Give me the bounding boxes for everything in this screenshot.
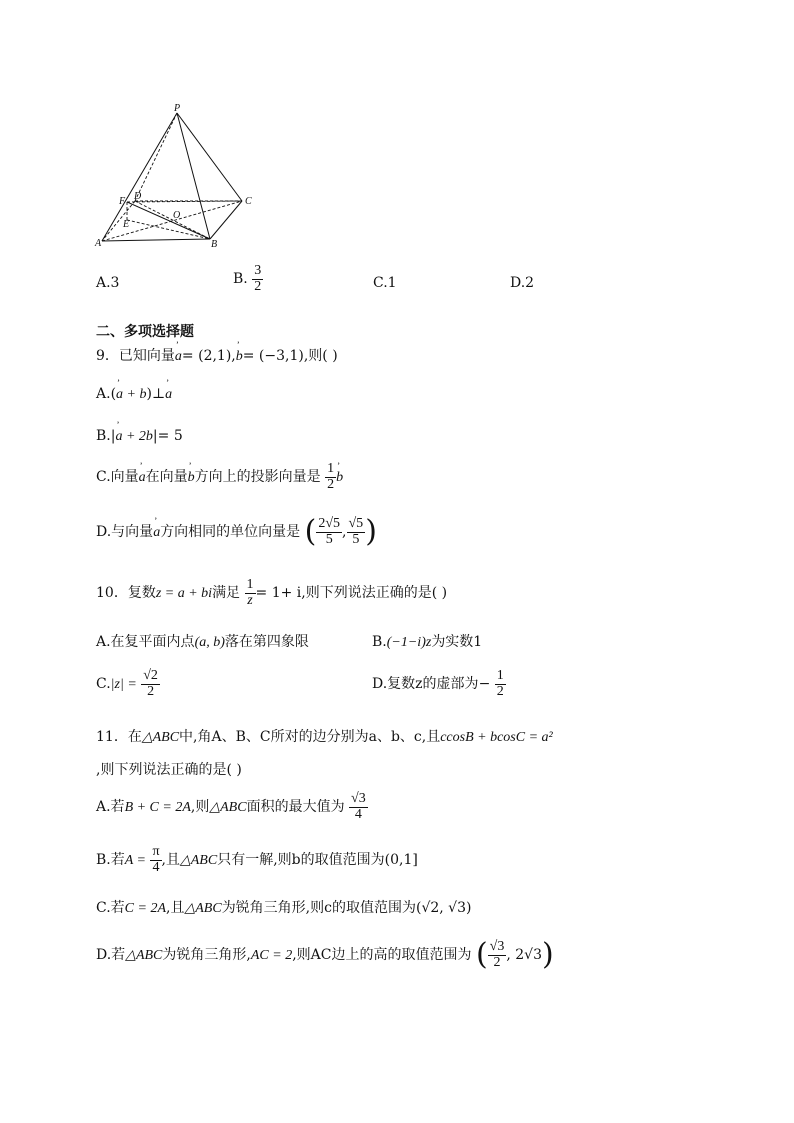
q8-option-b[interactable]: B. $\frac{3}{2}$ (233, 263, 262, 294)
fraction: $\frac{√5}{5}$ (348, 516, 364, 547)
q8-option-a[interactable]: A.3 (96, 275, 120, 291)
q11-option-b[interactable]: B.若A = $\frac{\pi}{4}$ ,且△ABC只有一解,则b的取值范围为(0,1] (96, 844, 418, 875)
q11-stem-line2: ,则下列说法正确的是( ) (96, 762, 242, 778)
q8-option-d[interactable]: D.2 (510, 275, 535, 291)
label-F: F (119, 196, 126, 207)
label-O: O (173, 210, 181, 221)
pyramid-figure (90, 100, 270, 250)
q9-option-b[interactable]: B.|’ a + 2b|= 5 (96, 428, 183, 445)
q10-option-d[interactable]: D.复数z的虚部为− $\frac{1}{2}$ (372, 668, 504, 699)
fraction: $\frac{\pi}{4}$ (152, 844, 160, 875)
q10-option-a[interactable]: A.在复平面内点(a, b)落在第四象限 (96, 634, 309, 650)
label-C: C (245, 196, 252, 207)
fraction: $\frac{1}{2}$ (496, 668, 504, 699)
label-A: A (95, 238, 102, 249)
q11-option-a[interactable]: A.若B + C = 2A,则△ABC面积的最大值为 $\frac{√3}{4}$ (96, 791, 366, 822)
q10-option-b[interactable]: B.(−1−i)z为实数1 (372, 634, 483, 650)
label-B: B (211, 239, 218, 250)
q9-option-c[interactable]: C.向量’ a在向量’ b方向上的投影向量是 $\frac{1}{2}$ ’ b (96, 462, 343, 492)
q11-stem: 11．在△ABC中,角A、B、C所对的边分别为a、b、c,且ccosB + bcosC = a² (96, 729, 553, 745)
q9-option-a[interactable]: A.(’ a + b)⊥’ a (96, 386, 172, 403)
fraction: $\frac{1}{z}$ (246, 577, 254, 608)
label-E: E (123, 219, 130, 230)
q9-stem: 9．已知向量’ a= (2,1),’ b= (−3,1),则( ) (96, 345, 338, 365)
fraction: $\frac{√3}{4}$ (351, 791, 366, 822)
fraction: $\frac{√2}{2}$ (143, 668, 158, 699)
section-title: 二、多项选择题 (96, 324, 194, 340)
label-P: P (174, 103, 181, 114)
q8-option-c[interactable]: C.1 (373, 275, 397, 291)
q9-option-d[interactable]: D.与向量’ a方向相同的单位向量是 ( $\frac{2√5}{5}$ , $\frac{√5}{5}$ ) (96, 517, 377, 547)
q10-stem: 10．复数z = a + bi满足 $\frac{1}{z}$ = 1+ i,则下列说法正确的是( ) (96, 577, 448, 608)
fraction: $\frac{3}{2}$ (254, 263, 262, 294)
fraction: $\frac{2√5}{5}$ (318, 516, 341, 547)
fraction: $\frac{1}{2}$ (327, 461, 335, 492)
q10-option-c[interactable]: C.|z| = $\frac{√2}{2}$ (96, 668, 158, 699)
fraction: $\frac{√3}{2}$ (489, 939, 505, 970)
q11-option-d[interactable]: D.若△ABC为锐角三角形,AC = 2,则AC边上的高的取值范围为 ( $\frac{√3}{2}$ , 2√3) (96, 937, 554, 973)
label-D: D (134, 191, 142, 202)
q11-option-c[interactable]: C.若C = 2A,且△ABC为锐角三角形,则c的取值范围为(√2, √3) (96, 900, 472, 916)
